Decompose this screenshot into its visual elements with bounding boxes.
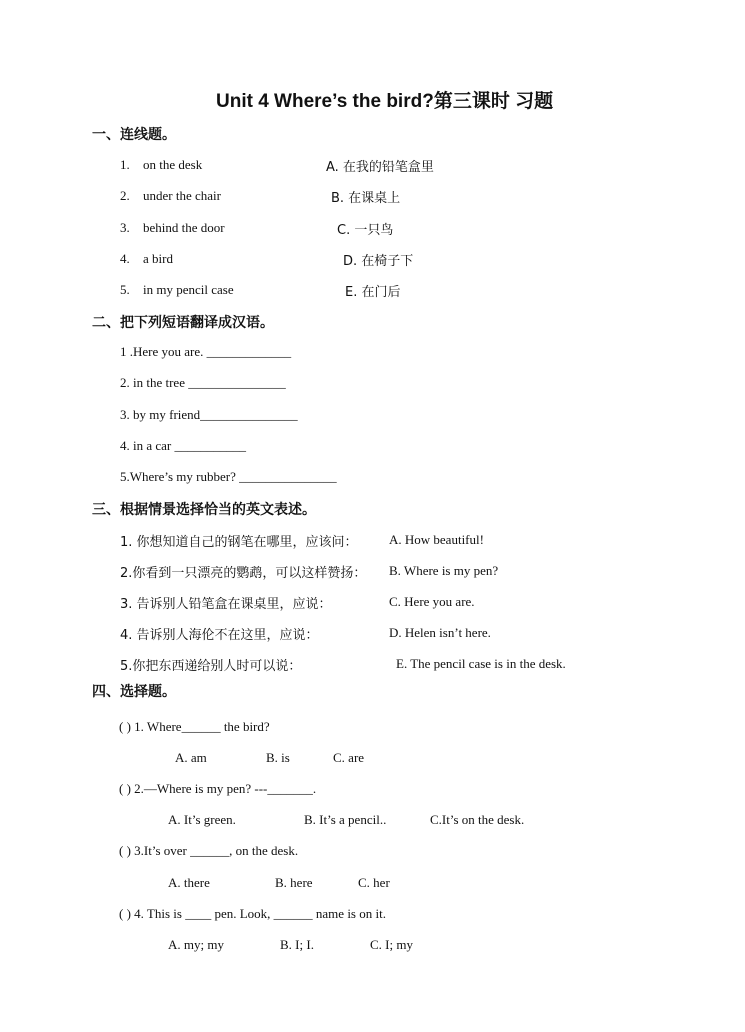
situation-answer-c: C. Here you are. — [389, 594, 475, 609]
match-num-4: 4. — [120, 251, 130, 266]
choice-question-1: ( ) 1. Where______ the bird? — [119, 719, 270, 734]
match-phrase-4: a bird — [143, 251, 173, 266]
choice-2-option-b: B. It’s a pencil.. — [304, 812, 387, 827]
match-phrase-3: behind the door — [143, 220, 225, 235]
situation-question-3: 3. 告诉别人铅笔盒在课桌里，应说： — [120, 597, 332, 612]
situation-question-1: 1. 你想知道自己的钢笔在哪里，应该问： — [120, 535, 358, 550]
translate-item-5: 5.Where’s my rubber? _______________ — [120, 469, 337, 484]
translate-item-2: 2. in the tree _______________ — [120, 375, 286, 390]
section-heading-1: 一、连线题。 — [92, 127, 176, 143]
section-heading-2: 二、把下列短语翻译成汉语。 — [92, 315, 274, 331]
translate-item-1: 1 .Here you are. _____________ — [120, 344, 292, 359]
situation-question-2: 2.你看到一只漂亮的鹦鹉，可以这样赞扬： — [120, 566, 367, 581]
situation-answer-e: E. The pencil case is in the desk. — [396, 656, 566, 671]
match-phrase-2: under the chair — [143, 188, 221, 203]
match-option-a: A. 在我的铅笔盒里 — [326, 160, 434, 175]
choice-question-3: ( ) 3.It’s over ______, on the desk. — [119, 843, 299, 858]
choice-4-option-a: A. my; my — [168, 937, 224, 952]
match-option-c: C. 一只鸟 — [337, 223, 394, 238]
match-num-3: 3. — [120, 220, 130, 235]
match-option-b: B. 在课桌上 — [331, 191, 401, 206]
choice-4-option-b: B. I; I. — [280, 937, 314, 952]
match-num-2: 2. — [120, 188, 130, 203]
choice-2-option-c: C.It’s on the desk. — [430, 812, 525, 827]
match-phrase-5: in my pencil case — [143, 282, 234, 297]
situation-answer-a: A. How beautiful! — [389, 532, 484, 547]
choice-3-option-a: A. there — [168, 875, 210, 890]
choice-1-option-a: A. am — [175, 750, 207, 765]
choice-3-option-c: C. her — [358, 875, 390, 890]
translate-item-3: 3. by my friend_______________ — [120, 407, 298, 422]
situation-question-5: 5.你把东西递给别人时可以说： — [120, 659, 302, 674]
choice-4-option-c: C. I; my — [370, 937, 413, 952]
match-phrase-1: on the desk — [143, 157, 203, 172]
match-num-5: 5. — [120, 282, 130, 297]
match-option-e: E. 在门后 — [345, 285, 401, 300]
situation-question-4: 4. 告诉别人海伦不在这里，应说： — [120, 628, 319, 643]
choice-1-option-c: C. are — [333, 750, 365, 765]
match-option-d: D. 在椅子下 — [343, 254, 414, 269]
choice-question-2: ( ) 2.—Where is my pen? ---_______. — [119, 781, 317, 796]
situation-answer-b: B. Where is my pen? — [389, 563, 499, 578]
section-heading-3: 三、根据情景选择恰当的英文表述。 — [92, 502, 316, 518]
section-heading-4: 四、选择题。 — [92, 684, 176, 700]
translate-item-4: 4. in a car ___________ — [120, 438, 247, 453]
match-num-1: 1. — [120, 157, 130, 172]
choice-2-option-a: A. It’s green. — [168, 812, 236, 827]
page-title: Unit 4 Where’s the bird?第三课时 习题 — [216, 91, 554, 112]
situation-answer-d: D. Helen isn’t here. — [389, 625, 491, 640]
choice-3-option-b: B. here — [275, 875, 313, 890]
choice-question-4: ( ) 4. This is ____ pen. Look, ______ name is on it. — [119, 906, 386, 921]
choice-1-option-b: B. is — [266, 750, 290, 765]
